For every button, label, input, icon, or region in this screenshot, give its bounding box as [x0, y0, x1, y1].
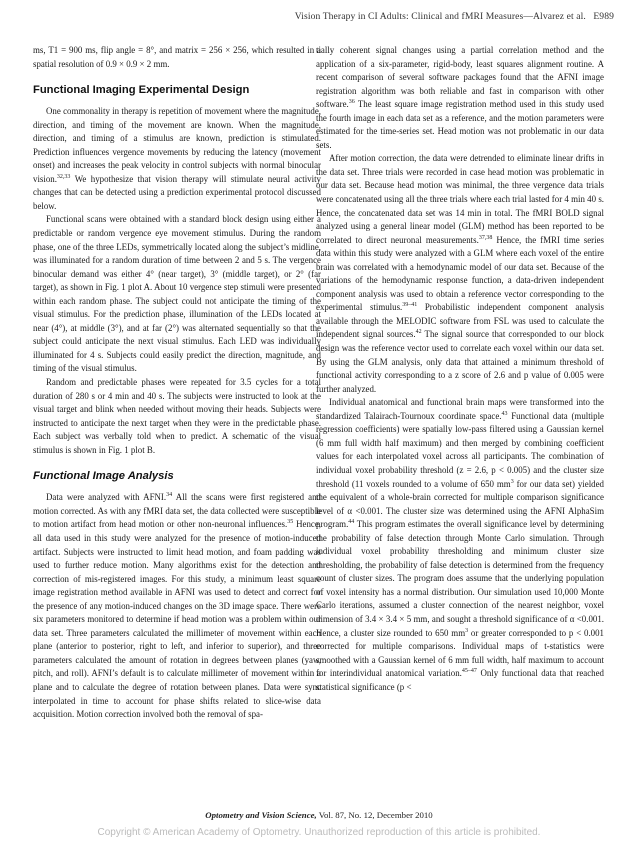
citation: 32,33 — [56, 173, 71, 180]
citation: 44 — [348, 519, 355, 526]
right-column — [316, 44, 604, 694]
journal-name: Optometry and Vision Science, — [205, 810, 317, 820]
citation: 34 — [166, 492, 173, 499]
page-number: E989 — [593, 11, 614, 22]
journal-issue: Vol. 87, No. 12, December 2010 — [316, 810, 433, 820]
design-paragraph-3: Random and predictable phases were repeated for 3.5 cycles for a total duration of 280 s or 4 min and 40 s. The subjects were instructed to look at the visual target and blink when needed without moving their heads. Subjects were instructed to anticipate the next target when they were in the predictable phase. Each subject was verbally told when to predict. A schematic of the visual stimulus is shown in Fig. 1 plot B. — [33, 377, 321, 455]
design-paragraph-1: One commonality in therapy is repetition of movement where the magnitude, direction, and timing of the movement are known. When the magnitude, direction, and timing of a stimulus are known, prediction is stimulated. Prediction influences vergence movements by reducing the latency (movement onset) and increases the peak velocity in control subjects with normal binocular vision.$^{32,33}$ We hypothesize that vision therapy will stimulate neural activity changes that can be detected using a prediction experimental protocol discussed below. — [33, 106, 321, 211]
continued-paragraph: tially coherent signal changes using a partial correlation method and the application of a six-parameter, rigid-body, least squares alignment routine. A recent comparison of several software packages found that the AFNI image registration algorithm was both reliable and fast in comparison with other software.$^{36}$ The least square image registration method used in this study used the fourth image in each data set as a reference, and the motion parameters were estimated for the time-series set. Head motion was not problematic in our data sets. — [316, 45, 604, 150]
superscript: 3 — [510, 478, 514, 485]
intro-paragraph: ms, T1 = 900 ms, flip angle = 8°, and matrix = 256 × 256, which resulted in a spatial resolution of 0.9 × 0.9 × 2 mm. — [33, 45, 321, 69]
copyright-notice: Copyright © American Academy of Optometry. Unauthorized reproduction of this article is prohibited. — [97, 827, 541, 838]
citation: 37,38 — [478, 234, 493, 241]
motion-paragraph: After motion correction, the data were detrended to eliminate linear drifts in the data set. Three trials were recorded in case head motion was problematic in our data set. Because head motion was minimal, the three vergence data trials were concatenated using all the three trials where each trial lasted for 4 min 40 s. Hence, the concatenated data set was 14 min in total. The fMRI BOLD signal analyzed using a general linear model (GLM) method has been reported to be correlated to direct neuronal measurements.$^{37,38}$ Hence, the fMRI time series data within this study were analyzed with a GLM where each voxel of the entire brain was correlated with a hemodynamic model of our data set. Because of the variations of the hemodynamic response function, a data-driven independent component analysis was used to obtain a reference vector corresponding to the experimental stimulus.$^{39-41}$ Probabilistic independent component analysis available through the MELODIC software from FSL was used to calculate the independent signal sources.$^{42}$ The signal source that corresponded to our block design was the reference vector used to correlate each voxel within our data set. By using the GLM analysis, only data that attained a minimum threshold of functional activity corresponding to a z score of 2.6 and p value of 0.005 were further analyzed. — [316, 153, 604, 394]
analysis-paragraph-1: Data were analyzed with AFNI.$^{34}$ All the scans were first registered and motion corrected. As with any fMRI data set, the data collected were susceptible to motion artifact from head motion or other non-neuronal influences.$^{35}$ Hence, all data used in this study were analyzed for the presence of motion-induced artifact. Subjects were instructed to limit head motion, and foam padding was used to further reduce motion. Many algorithms exist for the detection and correction of mis-registered images. For this study, a minimum least square image registration method available in AFNI was used to detect and correct for the presence of any motion-induced changes on the 3D image space. There were six parameters monitored to determine if head motion was a problem within our data set. Three parameters calculated the millimeter of movement within each plane (anterior to posterior, right to left, and inferior to superior), and three parameters calculated the amount of rotation in degrees between planes (yaw, pitch, and roll). AFNI’s default is to calculate millimeter of movement within a plane and to calculate the degree of rotation between planes. Data were sync interpolated in time to account for phase shifts related to slice-wise data acquisition. Motion correction involved both the removal of spa- — [33, 492, 322, 720]
citation: 43 — [501, 410, 508, 417]
design-paragraph-2: Functional scans were obtained with a standard block design using either a predictable or random vergence eye movement stimulus. During the random phase, one of the three LEDs, symmetrically located along the subject’s midline, was illuminated for a random duration of time between 2 and 5 s. The vergence binocular demand was either 4° (near target), 3° (middle target), or 2° (far target), as shown in Fig. 1 plot A. About 10 vergence step stimuli were presented within each random phase. The subject could not anticipate the timing of the visual stimulus. For the prediction phase, illumination of the LEDs located at near (4°), at middle (3°), and at far (2°) was alternated sequentially so that the subject could anticipate the next visual stimulus. Each LED was individually illuminated for 4 s. Subjects could easily predict the direction, magnitude, and timing of the visual stimulus. — [33, 214, 321, 374]
superscript: 3 — [465, 627, 469, 634]
citation: 45–47 — [461, 668, 477, 675]
running-title: Vision Therapy in CI Adults: Clinical and fMRI Measures—Alvarez et al. — [294, 11, 586, 22]
citation: 39–41 — [402, 302, 418, 309]
citation: 42 — [415, 329, 422, 336]
journal-citation — [0, 810, 638, 820]
section-heading-analysis: Functional Image Analysis — [33, 470, 174, 483]
section-heading-design: Functional Imaging Experimental Design — [33, 84, 250, 97]
running-header — [0, 11, 614, 22]
maps-paragraph: Individual anatomical and functional brain maps were transformed into the standardized Talairach-Tournoux coordinate space.$^{43}$ Functional data (multiple regression coefficients) were spatially low-pass filtered using a Gaussian kernel (6 mm full width half maximum) and then merged by combining coefficient values for each interpolated voxel across all participants. The combination of individual voxel probability threshold (z = 2.6, p < 0.005) and the cluster size threshold (11 voxels rounded to a volume of 650 $mm^3$ for our data set) yielded the equivalent of a whole-brain corrected for multiple comparison significance level of α <0.001. The cluster size was determined using the AFNI AlphaSim program.$^{44}$ This program estimates the overall significance level by determining the probability of false detection through Monte Carlo simulation. Through individual voxel probability thresholding and minimum cluster size thresholding, the probability of false detection is determined from the frequency count of cluster sizes. The program does assume that the underlying population of voxel intensity has a normal distribution. Our simulation used 10,000 Monte Carlo iterations, assumed a cluster connection of the nearest neighbor, voxel dimension of 3.4 × 3.4 × 5 mm, and sought a threshold significance of α <0.001. Hence, a cluster size rounded to 650 $mm^3$ or greater corresponded to p < 0.001 corrected for multiple comparisons. Individual maps of t-statistics were smoothed with a Gaussian kernel of 6 mm full width, half maximum to account for interindividual anatomical variation.$^{45-47}$ Only functional data that reached statistical significance (p < — [316, 397, 604, 692]
left-column — [33, 44, 321, 722]
citation: 35 — [287, 519, 294, 526]
citation: 36 — [348, 99, 355, 106]
